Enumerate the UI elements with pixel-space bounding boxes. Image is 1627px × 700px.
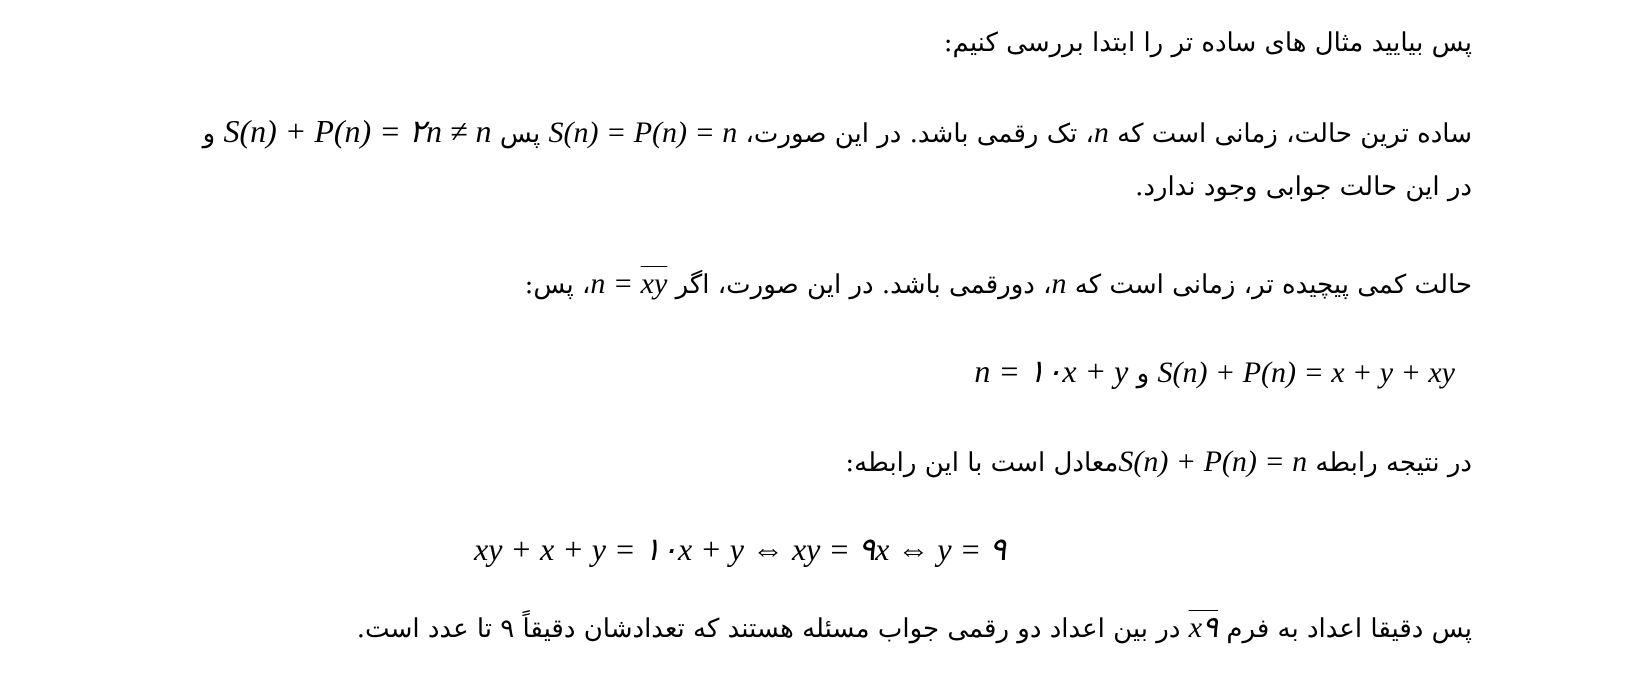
math-relation: S(n) + P(n) = n [1118, 445, 1308, 478]
math-sum-not-equal: S(n) + P(n) = ۲n ≠ n [223, 113, 492, 149]
single-digit-text-2: ، تک رقمی باشد. در این صورت، [745, 119, 1094, 149]
math-s-equals-p: S(n) = P(n) = n [548, 116, 738, 149]
math-n-2: n [1051, 267, 1067, 300]
single-digit-text-4: و [202, 119, 216, 149]
two-digit-text-1: حالت کمی پیچیده تر، زمانی است که [1074, 270, 1472, 300]
math-n-equals: n = [590, 267, 641, 300]
equation-solution [474, 530, 1006, 568]
equation-definitions [974, 352, 1455, 391]
two-digit-text-2: ، دورقمی باشد. در این صورت، اگر [675, 270, 1052, 300]
math-n-equals-xy [590, 266, 667, 302]
conjunction-and: و [1136, 359, 1150, 389]
paragraph-two-digit [525, 266, 1472, 302]
paragraph-conclusion [357, 610, 1472, 646]
math-x9-overline: x۹ [1188, 611, 1219, 644]
single-digit-text-3: پس [499, 119, 541, 149]
relation-text-1: در نتیجه رابطه [1315, 448, 1472, 478]
math-sum-expression: S(n) + P(n) = x + y + xy [1157, 356, 1455, 389]
math-solution-chain: xy + x + y = ۱۰x + y ⇔ xy = ۹x ⇔ y = ۹ [474, 531, 1007, 567]
math-n: n [1093, 116, 1109, 149]
intro-text: پس بیایید مثال های ساده تر را ابتدا بررسی کنیم: [943, 28, 1472, 58]
paragraph-single-digit [203, 112, 1472, 151]
single-digit-text-1: ساده ترین حالت، زمانی است که [1117, 119, 1472, 149]
conclusion-text-1: پس دقیقا اعداد به فرم [1226, 614, 1472, 644]
no-answer-text: در این حالت جوابی وجود ندارد. [1135, 172, 1472, 202]
math-n-expansion: n = ۱۰x + y [974, 353, 1129, 389]
paragraph-intro [944, 28, 1472, 59]
paragraph-relation [845, 444, 1472, 480]
two-digit-text-3: ، پس: [524, 270, 591, 300]
paragraph-no-answer [1135, 172, 1472, 203]
relation-text-2: معادل است با این رابطه: [845, 448, 1119, 478]
math-xy-overline: $\overline{xy}$ [640, 267, 668, 300]
conclusion-text-2: در بین اعداد دو رقمی جواب مسئله هستند که تعدادشان دقیقاً ۹ تا عدد است. [356, 614, 1181, 644]
